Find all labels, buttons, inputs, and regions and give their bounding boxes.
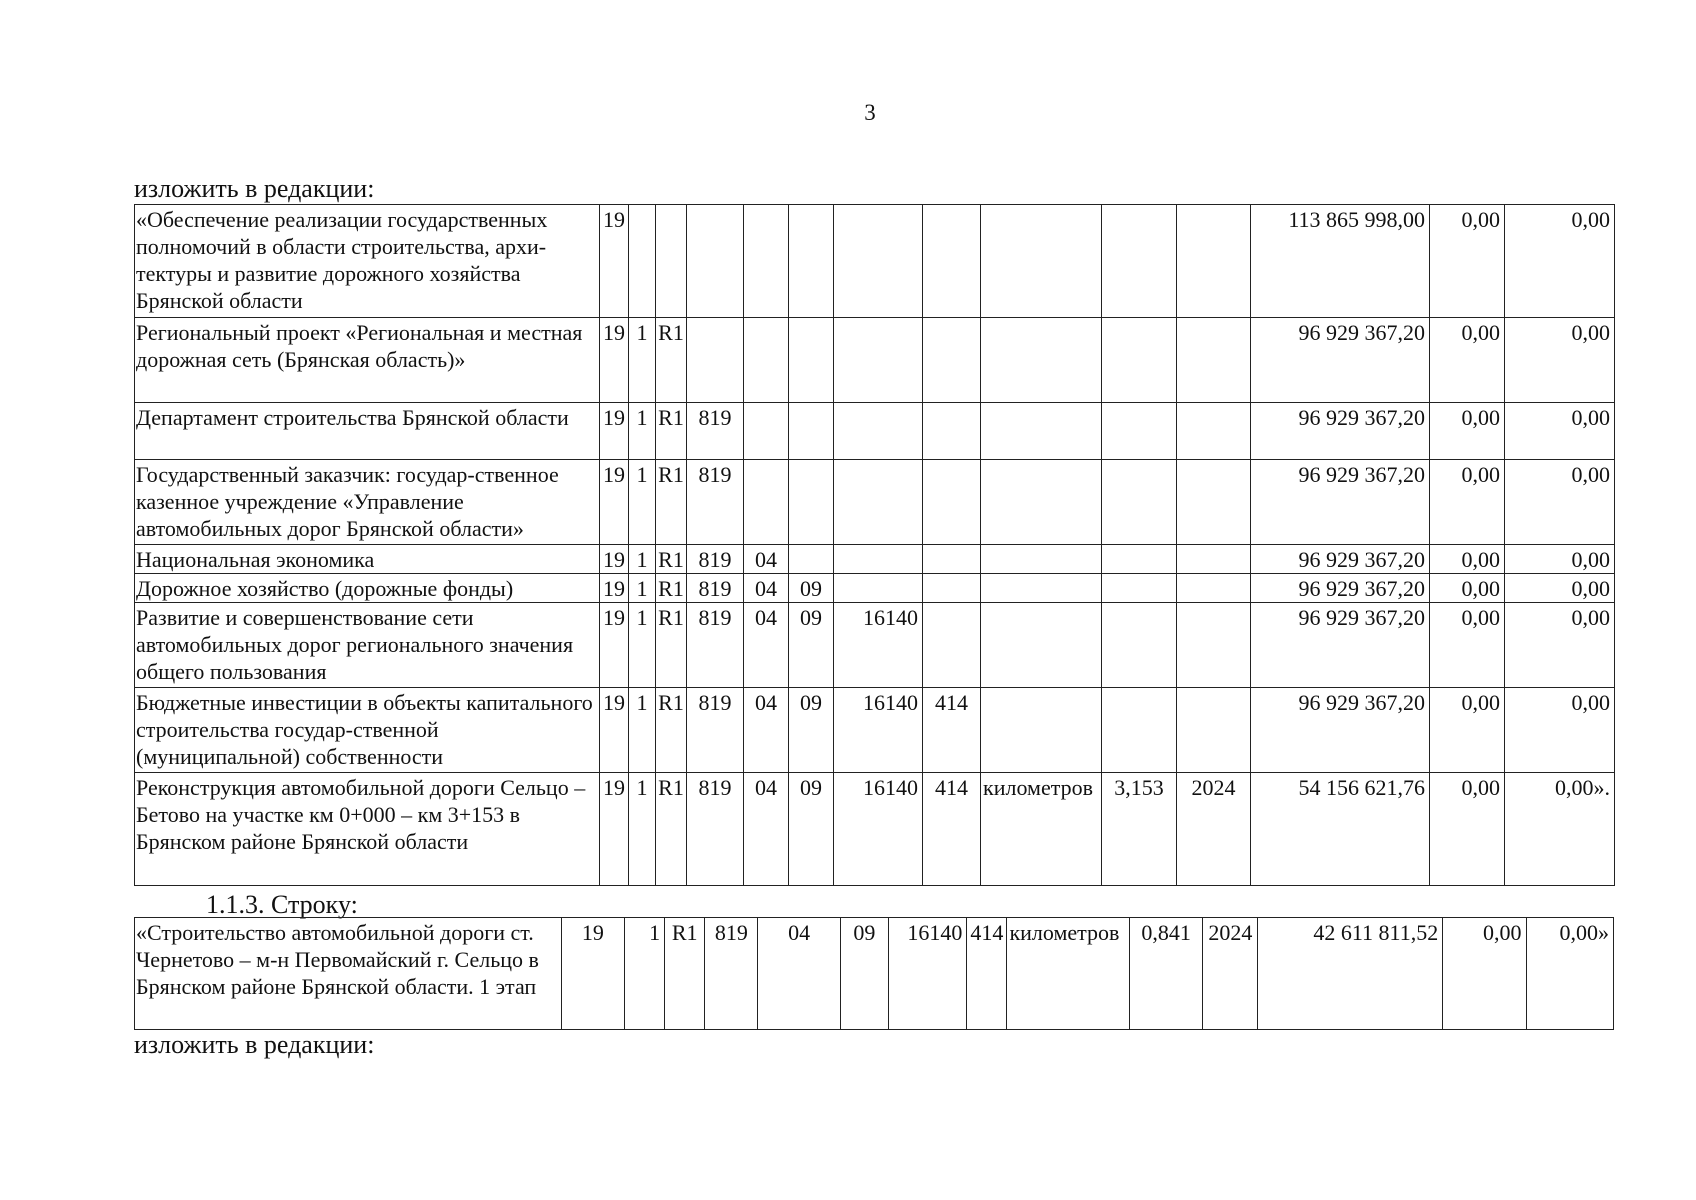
section-heading: 1.1.3. Строку: [206,890,358,919]
cell-v2: 0,00 [1430,688,1505,773]
cell-c5: 04 [744,574,789,603]
cell-c11 [1177,545,1251,574]
cell-c4: 819 [687,545,744,574]
cell-c3: R1 [656,460,687,545]
cell-c10 [1102,205,1177,318]
cell-c5: 04 [744,545,789,574]
cell-c9 [981,460,1102,545]
cell-c2: 1 [629,603,656,688]
cell-c1: 19 [600,574,629,603]
cell-c7: 16140 [834,603,923,688]
cell-v3: 0,00 [1505,205,1615,318]
cell-c3: R1 [656,574,687,603]
cell-c8: 414 [923,688,981,773]
table-row [135,460,1615,545]
cell-c1: 19 [600,688,629,773]
cell-c2: 1 [629,574,656,603]
table-row [135,603,1615,688]
cell-v2: 0,00 [1430,545,1505,574]
cell-name: Реконструкция автомобильной дороги Сельцо – Бетово на участке км 0+000 – км 3+153 в Брянском районе Брянской области [135,773,600,886]
cell-v3: 0,00 [1505,545,1615,574]
cell-c2: 1 [629,773,656,886]
cell-c9 [981,688,1102,773]
cell-amount: 42 611 811,52 [1258,918,1443,1030]
cell-c7 [834,318,923,403]
cell-c5 [744,403,789,460]
cell-name: Развитие и совершенствование сети автомобильных дорог регионального значения общего пользования [135,603,600,688]
cell-c7 [834,403,923,460]
cell-name: «Строительство автомобильной дороги ст. Чернетово – м-н Первомайский г. Сельцо в Брянском районе Брянской области. 1 этап [135,918,562,1030]
cell-v2: 0,00 [1430,773,1505,886]
cell-c5: 04 [744,603,789,688]
caption-bottom: изложить в редакции: [134,1030,375,1059]
cell-c11 [1177,460,1251,545]
cell-amount: 113 865 998,00 [1251,205,1430,318]
cell-c1: 19 [600,773,629,886]
cell-c10 [1102,403,1177,460]
cell-c10 [1102,318,1177,403]
main-table-body [135,205,1615,886]
cell-v2: 0,00 [1430,205,1505,318]
cell-c6 [789,460,834,545]
cell-v2: 0,00 [1430,460,1505,545]
cell-c9: километров [981,773,1102,886]
cell-name: Департамент строительства Брянской области [135,403,600,460]
cell-c2: 1 [629,688,656,773]
table-row [135,318,1615,403]
cell-c11 [1177,603,1251,688]
cell-c11: 2024 [1203,918,1258,1030]
cell-c2: 1 [624,918,664,1030]
second-table [134,917,1614,1030]
cell-c1: 19 [600,318,629,403]
cell-c11 [1177,205,1251,318]
main-table [134,204,1615,886]
cell-amount: 96 929 367,20 [1251,574,1430,603]
cell-amount: 96 929 367,20 [1251,403,1430,460]
cell-c3 [656,205,687,318]
cell-c5: 04 [744,688,789,773]
cell-c9 [981,603,1102,688]
cell-c8 [923,545,981,574]
cell-name: «Обеспечение реализации государственных полномочий в области строительства, архи-тектуры и развитие дорожного хозяйства Брянской области [135,205,600,318]
cell-c7 [834,205,923,318]
cell-c3: R1 [656,318,687,403]
cell-c6: 09 [789,574,834,603]
cell-c8 [923,574,981,603]
cell-c3: R1 [656,403,687,460]
cell-c5 [744,318,789,403]
cell-c11 [1177,318,1251,403]
cell-c1: 19 [600,460,629,545]
cell-c9 [981,403,1102,460]
cell-c5: 04 [744,773,789,886]
cell-amount: 96 929 367,20 [1251,603,1430,688]
cell-v3: 0,00 [1505,603,1615,688]
cell-c7: 16140 [834,688,923,773]
cell-name: Бюджетные инвестиции в объекты капитального строительства государ-ственной (муниципальной) собственности [135,688,600,773]
cell-c3: R1 [656,773,687,886]
cell-c5 [744,460,789,545]
caption-top: изложить в редакции: [134,174,375,203]
cell-c4: 819 [687,603,744,688]
cell-c7 [834,574,923,603]
cell-c10: 3,153 [1102,773,1177,886]
cell-c11 [1177,574,1251,603]
cell-c3: R1 [656,545,687,574]
table-row [135,773,1615,886]
cell-c4: 819 [687,403,744,460]
cell-name: Государственный заказчик: государ-ственное казенное учреждение «Управление автомобильных дорог Брянской области» [135,460,600,545]
cell-c8 [923,318,981,403]
cell-c10 [1102,545,1177,574]
cell-v2: 0,00 [1430,318,1505,403]
cell-c10: 0,841 [1129,918,1202,1030]
cell-c4: 819 [687,460,744,545]
cell-c8: 414 [923,773,981,886]
table-row [135,403,1615,460]
table-row [135,918,1614,1030]
cell-amount: 96 929 367,20 [1251,545,1430,574]
cell-v3: 0,00 [1505,318,1615,403]
cell-v2: 0,00 [1430,403,1505,460]
cell-c4 [687,205,744,318]
cell-c7: 16140 [834,773,923,886]
cell-c5 [744,205,789,318]
cell-c11 [1177,688,1251,773]
table-row [135,205,1615,318]
cell-c7 [834,545,923,574]
cell-amount: 96 929 367,20 [1251,318,1430,403]
cell-c6: 09 [789,773,834,886]
cell-v3: 0,00 [1505,688,1615,773]
cell-c4: 819 [705,918,758,1030]
cell-v3: 0,00» [1526,918,1613,1030]
cell-c8: 414 [967,918,1007,1030]
cell-c9 [981,574,1102,603]
cell-c10 [1102,603,1177,688]
cell-c10 [1102,688,1177,773]
cell-c6 [789,403,834,460]
cell-c4: 819 [687,773,744,886]
cell-c6: 09 [789,688,834,773]
cell-c6: 09 [840,918,888,1030]
cell-v2: 0,00 [1443,918,1526,1030]
cell-amount: 96 929 367,20 [1251,460,1430,545]
cell-c10 [1102,574,1177,603]
cell-c10 [1102,460,1177,545]
cell-c3: R1 [656,688,687,773]
cell-c4 [687,318,744,403]
cell-v2: 0,00 [1430,574,1505,603]
cell-c4: 819 [687,574,744,603]
table-row [135,688,1615,773]
cell-name: Национальная экономика [135,545,600,574]
cell-v3: 0,00 [1505,574,1615,603]
cell-c2 [629,205,656,318]
cell-name: Дорожное хозяйство (дорожные фонды) [135,574,600,603]
table-row [135,545,1615,574]
cell-c2: 1 [629,460,656,545]
table-row [135,574,1615,603]
cell-c9 [981,545,1102,574]
cell-c11 [1177,403,1251,460]
cell-c7: 16140 [889,918,967,1030]
cell-c9 [981,205,1102,318]
cell-c6: 09 [789,603,834,688]
cell-c11: 2024 [1177,773,1251,886]
cell-v3: 0,00 [1505,403,1615,460]
cell-c7 [834,460,923,545]
cell-c8 [923,403,981,460]
cell-c1: 19 [600,205,629,318]
cell-amount: 96 929 367,20 [1251,688,1430,773]
cell-c1: 19 [600,603,629,688]
cell-c9 [981,318,1102,403]
cell-c1: 19 [561,918,624,1030]
cell-c2: 1 [629,403,656,460]
page-number: 3 [864,100,876,125]
cell-v3: 0,00». [1505,773,1615,886]
cell-c4: 819 [687,688,744,773]
cell-c8 [923,603,981,688]
cell-c3: R1 [665,918,705,1030]
cell-c8 [923,205,981,318]
cell-v2: 0,00 [1430,603,1505,688]
cell-name: Региональный проект «Региональная и местная дорожная сеть (Брянская область)» [135,318,600,403]
cell-c3: R1 [656,603,687,688]
cell-c2: 1 [629,545,656,574]
cell-v3: 0,00 [1505,460,1615,545]
cell-c1: 19 [600,403,629,460]
cell-c9: километров [1007,918,1129,1030]
cell-c6 [789,545,834,574]
cell-amount: 54 156 621,76 [1251,773,1430,886]
cell-c5: 04 [758,918,840,1030]
cell-c6 [789,318,834,403]
cell-c8 [923,460,981,545]
cell-c6 [789,205,834,318]
cell-c1: 19 [600,545,629,574]
cell-c2: 1 [629,318,656,403]
